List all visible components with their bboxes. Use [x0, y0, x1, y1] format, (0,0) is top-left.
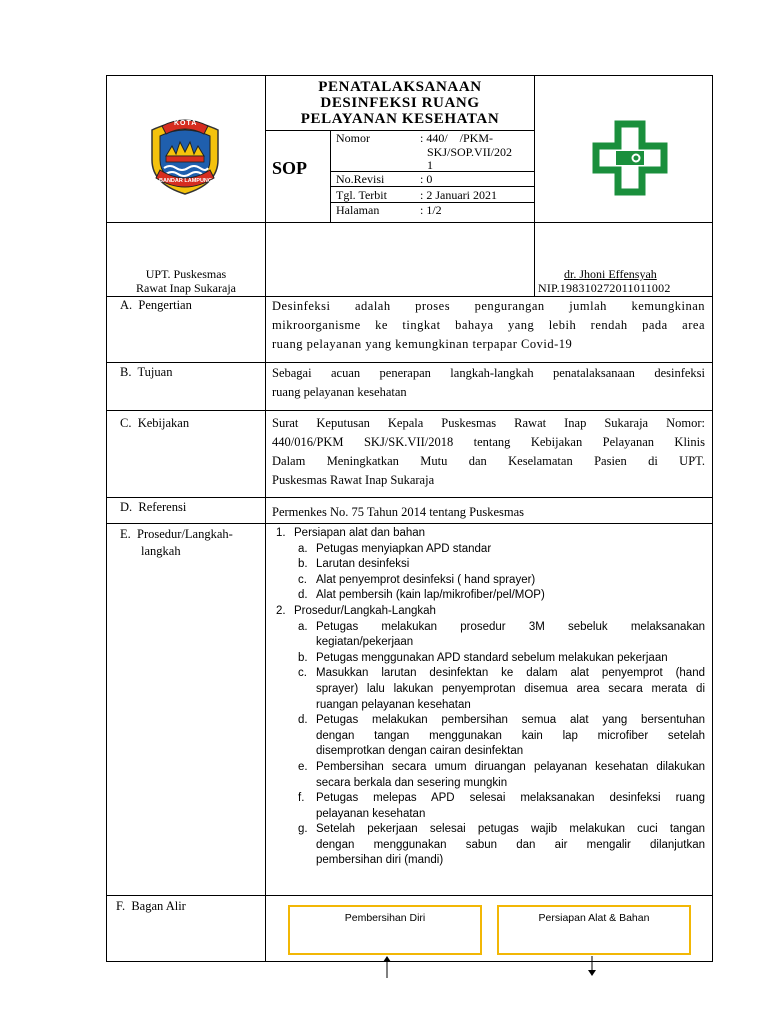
flow-arrow-up-icon	[381, 956, 393, 978]
procedure-text-line: secara berkala dan sesering mungkin	[316, 776, 508, 789]
puskesmas-cross-logo	[592, 120, 668, 196]
procedure-number: g.	[298, 823, 308, 836]
signatory-name: dr. Jhoni Effensyah	[564, 267, 657, 281]
procedure-text-line: Petugas menggunakan APD standard sebelum melakukan pekerjaan	[316, 651, 668, 664]
logo-bottom-text: BANDAR LAMPUNG	[159, 178, 213, 184]
flow-box-label: Pembersihan Diri	[344, 912, 426, 924]
procedure-text-line: pelayanan kesehatan	[316, 807, 426, 820]
procedure-text-line: ruangan pelayanan kesehatan	[316, 698, 471, 711]
meta-terbit-value: : 2 Januari 2021	[420, 188, 497, 202]
procedure-text-line: Pembersihan secara umum diruangan pelayanan kesehatan dilakukan	[316, 760, 705, 773]
procedure-subitem	[276, 651, 705, 667]
procedure-number: f.	[298, 792, 305, 805]
procedure-subitem	[276, 542, 705, 558]
procedure-subitem	[276, 791, 705, 822]
signatory-nip: NIP.198310272011011002	[538, 281, 671, 295]
logo-top-text: KOTA	[174, 120, 198, 127]
section-b-label: B. Tujuan	[120, 365, 173, 379]
procedure-text-line: Petugas melakukan pembersihan semua alat yang bersentuhan	[316, 714, 705, 727]
meta-halaman-value: : 1/2	[420, 203, 442, 217]
procedure-number: 2.	[276, 604, 286, 617]
city-emblem-logo	[140, 112, 230, 198]
meta-nomor-value: : 440/ /PKM-	[420, 131, 494, 145]
section-b-line: Sebagai acuan penerapan langkah-langkah penatalaksanaan desinfeksi	[272, 366, 705, 380]
procedure-text-line: Larutan desinfeksi	[316, 558, 410, 571]
meta-nomor-value-3: 1	[427, 158, 433, 172]
section-a-label: A. Pengertian	[120, 298, 192, 312]
procedure-text-line: Petugas melakukan prosedur 3M sebeluk melaksanakan	[316, 620, 705, 633]
procedure-number: b.	[298, 651, 308, 664]
procedure-text-line: disemprotkan dengan cairan desinfektan	[316, 745, 524, 758]
section-f-label: F. Bagan Alir	[116, 899, 186, 913]
meta-terbit-label: Tgl. Terbit	[336, 188, 387, 202]
procedure-text-line: dengan menggunakan sabun dan air mengalir dilanjutkan	[316, 838, 705, 851]
section-a-line: Desinfeksi adalah proses pengurangan jumlah kemungkinan	[272, 299, 705, 313]
meta-nomor-label: Nomor	[336, 131, 370, 145]
org-line-2: Rawat Inap Sukaraja	[136, 281, 236, 295]
meta-revisi-label: No.Revisi	[336, 172, 385, 186]
procedure-number: a.	[298, 620, 308, 633]
procedure-number: d.	[298, 589, 308, 602]
procedure-text-line: Alat pembersih (kain lap/mikrofiber/pel/MOP)	[316, 589, 545, 602]
section-a-line: mikroorganisme ke tingkat bahaya yang lebih rendah pada area	[272, 318, 705, 332]
org-line-1: UPT. Puskesmas	[145, 267, 227, 281]
procedure-list	[276, 526, 705, 869]
section-c-line: 440/016/PKM SKJ/SK.VII/2018 tentang Kebijakan Pelayanan Klinis	[272, 435, 705, 449]
procedure-subitem	[276, 822, 705, 869]
sop-label: SOP	[272, 158, 308, 178]
document-title	[266, 79, 534, 127]
procedure-number: 1.	[276, 527, 286, 539]
section-d-label: D. Referensi	[120, 500, 187, 514]
section-a-line: ruang pelayanan yang kemungkinan terpapar Covid-19	[272, 337, 573, 351]
section-c-line: Dalam Meningkatkan Mutu dan Keselamatan Pasien di UPT.	[272, 454, 705, 468]
title-line-1: PENATALAKSANAAN	[318, 79, 482, 95]
procedure-text-line: Petugas menyiapkan APD standar	[316, 542, 492, 555]
section-c-line: Puskesmas Rawat Inap Sukaraja	[272, 473, 435, 487]
procedure-subitem	[276, 588, 705, 604]
section-e-label-line-1: E. Prosedur/Langkah-	[120, 527, 233, 541]
meta-nomor-value-2: SKJ/SOP.VII/202	[427, 145, 513, 159]
procedure-step	[276, 526, 705, 542]
title-line-3: PELAYANAN KESEHATAN	[300, 111, 500, 127]
procedure-number: d.	[298, 714, 308, 727]
section-d-line: Permenkes No. 75 Tahun 2014 tentang Puskesmas	[272, 505, 524, 519]
flow-box-persiapan-alat	[497, 905, 691, 955]
procedure-text-line: kegiatan/pekerjaan	[316, 636, 414, 649]
procedure-number: c.	[298, 573, 307, 586]
procedure-text-line: sprayer) lalu lakukan penyemprotan disemua area secara merata di	[316, 682, 705, 695]
procedure-text-line: Petugas melepas APD selesai melaksanakan desinfeksi ruang	[316, 792, 705, 805]
section-d-text	[272, 503, 705, 522]
procedure-text-line: Setelah pekerjaan selesai petugas wajib melakukan cuci tangan	[316, 823, 705, 836]
procedure-subitem	[276, 620, 705, 651]
section-b-text	[272, 364, 705, 402]
section-e-label	[120, 526, 233, 560]
procedure-text-line: Masukkan larutan desinfektan ke dalam alat penyemprot (hand	[316, 667, 705, 680]
meta-halaman-label: Halaman	[336, 203, 380, 217]
procedure-text-line: Persiapan alat dan bahan	[294, 527, 426, 539]
section-c-label: C. Kebijakan	[120, 416, 190, 430]
procedure-number: a.	[298, 542, 308, 555]
procedure-subitem	[276, 713, 705, 760]
procedure-number: b.	[298, 558, 308, 571]
meta-revisi-value: : 0	[420, 172, 433, 186]
procedure-text-line: pembersihan diri (mandi)	[316, 854, 444, 867]
procedure-text-line: Alat penyemprot desinfeksi ( hand sprayer)	[316, 573, 536, 586]
flow-arrow-down-icon	[586, 956, 598, 978]
org-name	[107, 267, 265, 295]
procedure-subitem	[276, 573, 705, 589]
procedure-text-line: Prosedur/Langkah-Langkah	[294, 604, 436, 617]
section-b-line: ruang pelayanan kesehatan	[272, 385, 407, 399]
flow-box-label: Persiapan Alat & Bahan	[538, 912, 650, 924]
procedure-number: e.	[298, 760, 308, 773]
section-a-text	[272, 297, 705, 354]
procedure-number: c.	[298, 667, 307, 680]
title-line-2: DESINFEKSI RUANG	[320, 95, 480, 111]
section-c-line: Surat Keputusan Kepala Puskesmas Rawat Inap Sukaraja Nomor:	[272, 416, 705, 430]
section-e-label-line-2: langkah	[141, 544, 181, 558]
procedure-text-line: dengan tangan menggunakan kain lap microfiber setelah	[316, 729, 705, 742]
flow-box-pembersihan-diri	[288, 905, 482, 955]
section-c-text	[272, 414, 705, 490]
procedure-subitem	[276, 666, 705, 713]
procedure-step	[276, 604, 705, 620]
procedure-subitem	[276, 557, 705, 573]
procedure-subitem	[276, 760, 705, 791]
